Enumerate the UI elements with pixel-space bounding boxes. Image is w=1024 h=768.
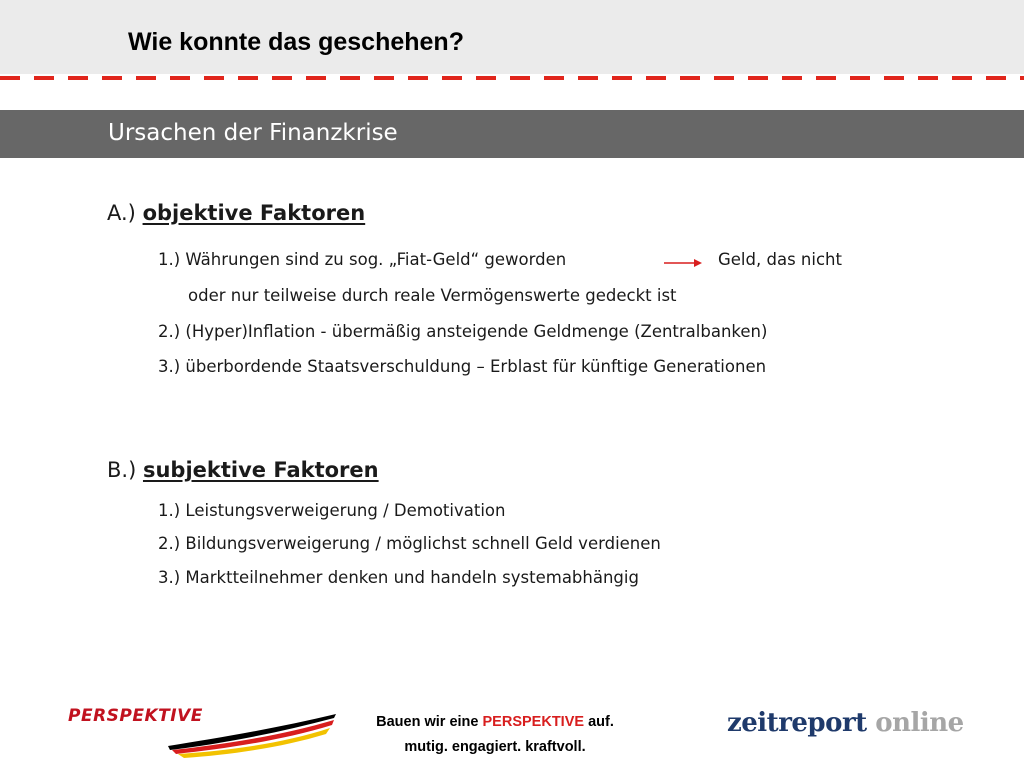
section-a-item-1: 1.) Währungen sind zu sog. „Fiat-Geld“ geworden [158, 250, 567, 269]
dashed-divider [0, 76, 1024, 80]
slogan-highlight: PERSPEKTIVE [482, 714, 585, 730]
subtitle-bar [0, 110, 1024, 158]
arrow-right-icon [664, 256, 702, 270]
section-a-heading [107, 201, 365, 225]
slide-subtitle: Ursachen der Finanzkrise [108, 120, 398, 146]
footer-slogan-line-1 [330, 710, 660, 735]
footer-slogan [330, 710, 660, 760]
zeitreport-logo [727, 708, 964, 738]
slogan-pre: Bauen wir eine [376, 714, 479, 730]
flag-swoosh-icon [158, 708, 338, 758]
page-title: Wie konnte das geschehen? [128, 28, 464, 56]
section-b-item-2: 2.) Bildungsverweigerung / möglichst schnell Geld verdienen [158, 534, 661, 553]
header-bar [0, 0, 1024, 74]
section-a-title: objektive Faktoren [142, 201, 366, 225]
perspektive-logo [68, 706, 268, 758]
section-a-item-1-continuation: oder nur teilweise durch reale Vermögenswerte gedeckt ist [188, 286, 677, 305]
section-a-item-1-result: Geld, das nicht [718, 250, 842, 269]
section-a-item-2: 2.) (Hyper)Inflation - übermäßig ansteigende Geldmenge (Zentralbanken) [158, 322, 768, 341]
zeitreport-logo-a: zeitreport [727, 708, 867, 738]
section-a-item-3: 3.) überbordende Staatsverschuldung – Erblast für künftige Generationen [158, 357, 767, 376]
section-b-title: subjektive Faktoren [142, 458, 379, 482]
perspektive-logo-text: PERSPEKTIVE [68, 706, 203, 726]
section-b-prefix: B.) [107, 458, 137, 482]
section-b-heading [107, 458, 379, 482]
footer-slogan-line-2: mutig. engagiert. kraftvoll. [404, 739, 586, 755]
section-a-prefix: A.) [107, 201, 136, 225]
slogan-post: auf. [588, 714, 614, 730]
section-b-item-3: 3.) Marktteilnehmer denken und handeln systemabhängig [158, 568, 639, 587]
zeitreport-logo-b: online [875, 708, 964, 738]
section-b-item-1: 1.) Leistungsverweigerung / Demotivation [158, 501, 506, 520]
